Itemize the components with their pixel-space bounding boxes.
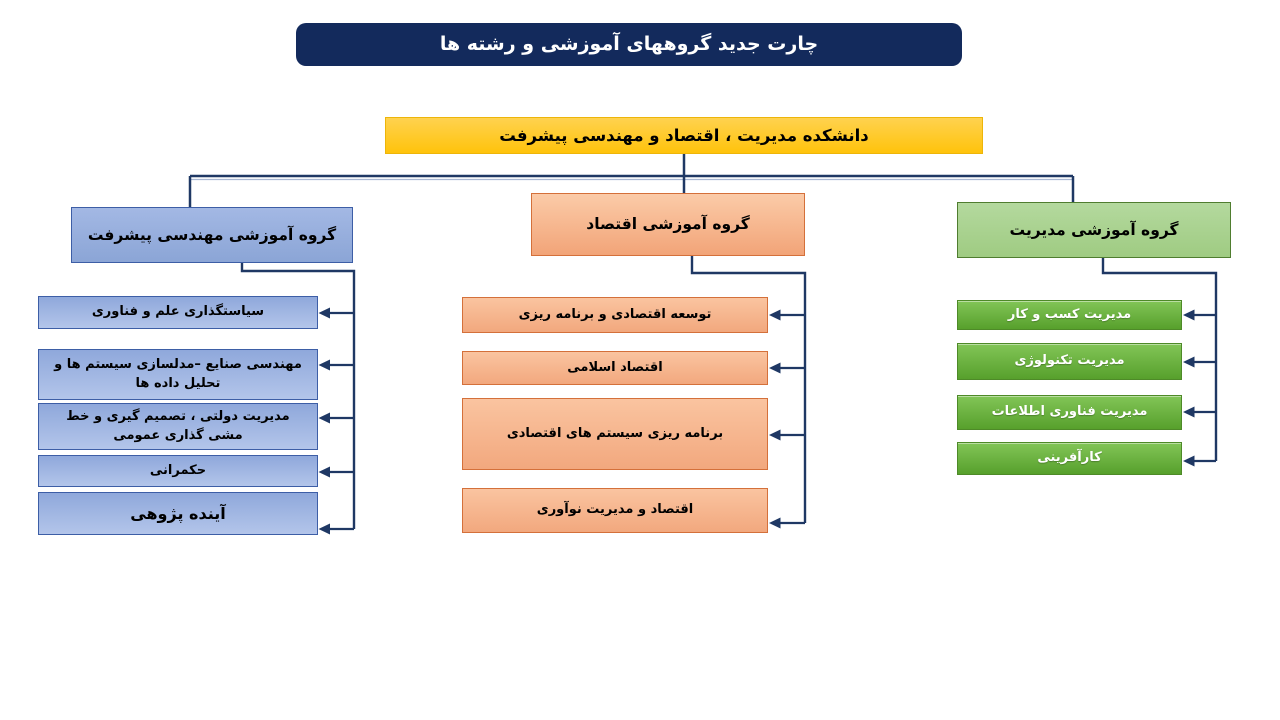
dept-public-administration: مدیریت دولتی ، تصمیم گیری و خط مشی گذاری عمومی	[38, 403, 318, 450]
group-header-progress-engineering: گروه آموزشی مهندسی پیشرفت	[71, 207, 353, 263]
dept-futures-studies: آینده پژوهی	[38, 492, 318, 535]
chart-title: چارت جدید گروههای آموزشی و رشته ها	[296, 23, 962, 66]
dept-science-tech-policy: سیاستگذاری علم و فناوری	[38, 296, 318, 329]
group-header-management: گروه آموزشی مدیریت	[957, 202, 1231, 258]
dept-islamic-economics: اقتصاد اسلامی	[462, 351, 768, 385]
dept-innovation-economics: اقتصاد و مدیریت نوآوری	[462, 488, 768, 533]
dept-industrial-engineering: مهندسی صنایع –مدلسازی سیستم ها و تحلیل داده ها	[38, 349, 318, 400]
dept-entrepreneurship: کارآفرینی	[957, 442, 1182, 475]
faculty-root-box: دانشکده مدیریت ، اقتصاد و مهندسی پیشرفت	[385, 117, 983, 154]
dept-technology-management: مدیریت تکنولوژی	[957, 343, 1182, 380]
dept-economic-development: توسعه اقتصادی و برنامه ریزی	[462, 297, 768, 333]
dept-governance: حکمرانی	[38, 455, 318, 487]
dept-it-management: مدیریت فناوری اطلاعات	[957, 395, 1182, 430]
dept-business-management: مدیریت کسب و کار	[957, 300, 1182, 330]
dept-economic-systems-planning: برنامه ریزی سیستم های اقتصادی	[462, 398, 768, 470]
group-header-economics: گروه آموزشی اقتصاد	[531, 193, 805, 256]
